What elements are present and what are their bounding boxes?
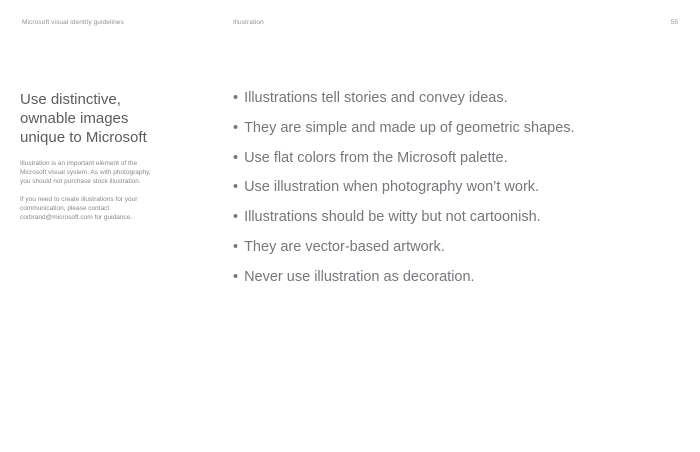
list-item [233,114,663,144]
bullet-icon: • [233,238,239,255]
page-heading-line-1: Use distinctive, [20,91,121,108]
list-item [233,173,663,203]
list-item-text: Use flat colors from the Microsoft palette. [244,149,508,166]
list-item [233,84,663,114]
guidelines-bullet-list [233,84,663,293]
bullet-icon: • [233,149,239,166]
list-item-text: Never use illustration as decoration. [244,268,475,285]
page-heading-line-3: unique to Microsoft [20,129,147,146]
list-item-text: Illustrations should be witty but not cartoonish. [244,209,541,226]
list-item-text: They are vector-based artwork. [244,238,445,255]
list-item-text: Use illustration when photography won’t work. [244,179,540,196]
list-item-text: They are simple and made up of geometric shapes. [244,119,575,136]
list-item [233,233,663,263]
document-title: Microsoft visual identity guidelines [22,19,124,26]
intro-paragraph: Illustration is an important element of the Microsoft visual system. As with photography, you should not purchase stock illustration. [20,160,151,185]
bullet-icon: • [233,268,239,285]
bullet-icon: • [233,209,239,226]
list-item [233,263,663,293]
contact-paragraph: If you need to create illustrations for your communication, please contact corbrand@microsoft.com for guidance. [20,196,138,221]
list-item [233,144,663,174]
left-column [20,90,180,222]
bullet-icon: • [233,90,239,106]
page-heading-line-2: ownable images [20,110,129,127]
section-title: Illustration [233,19,264,26]
list-item [233,203,663,233]
bullet-icon: • [233,179,239,196]
page-heading [20,90,180,147]
bullet-icon: • [233,119,239,136]
list-item-text: Illustrations tell stories and convey ideas. [244,90,508,106]
page-number: 55 [670,19,678,26]
